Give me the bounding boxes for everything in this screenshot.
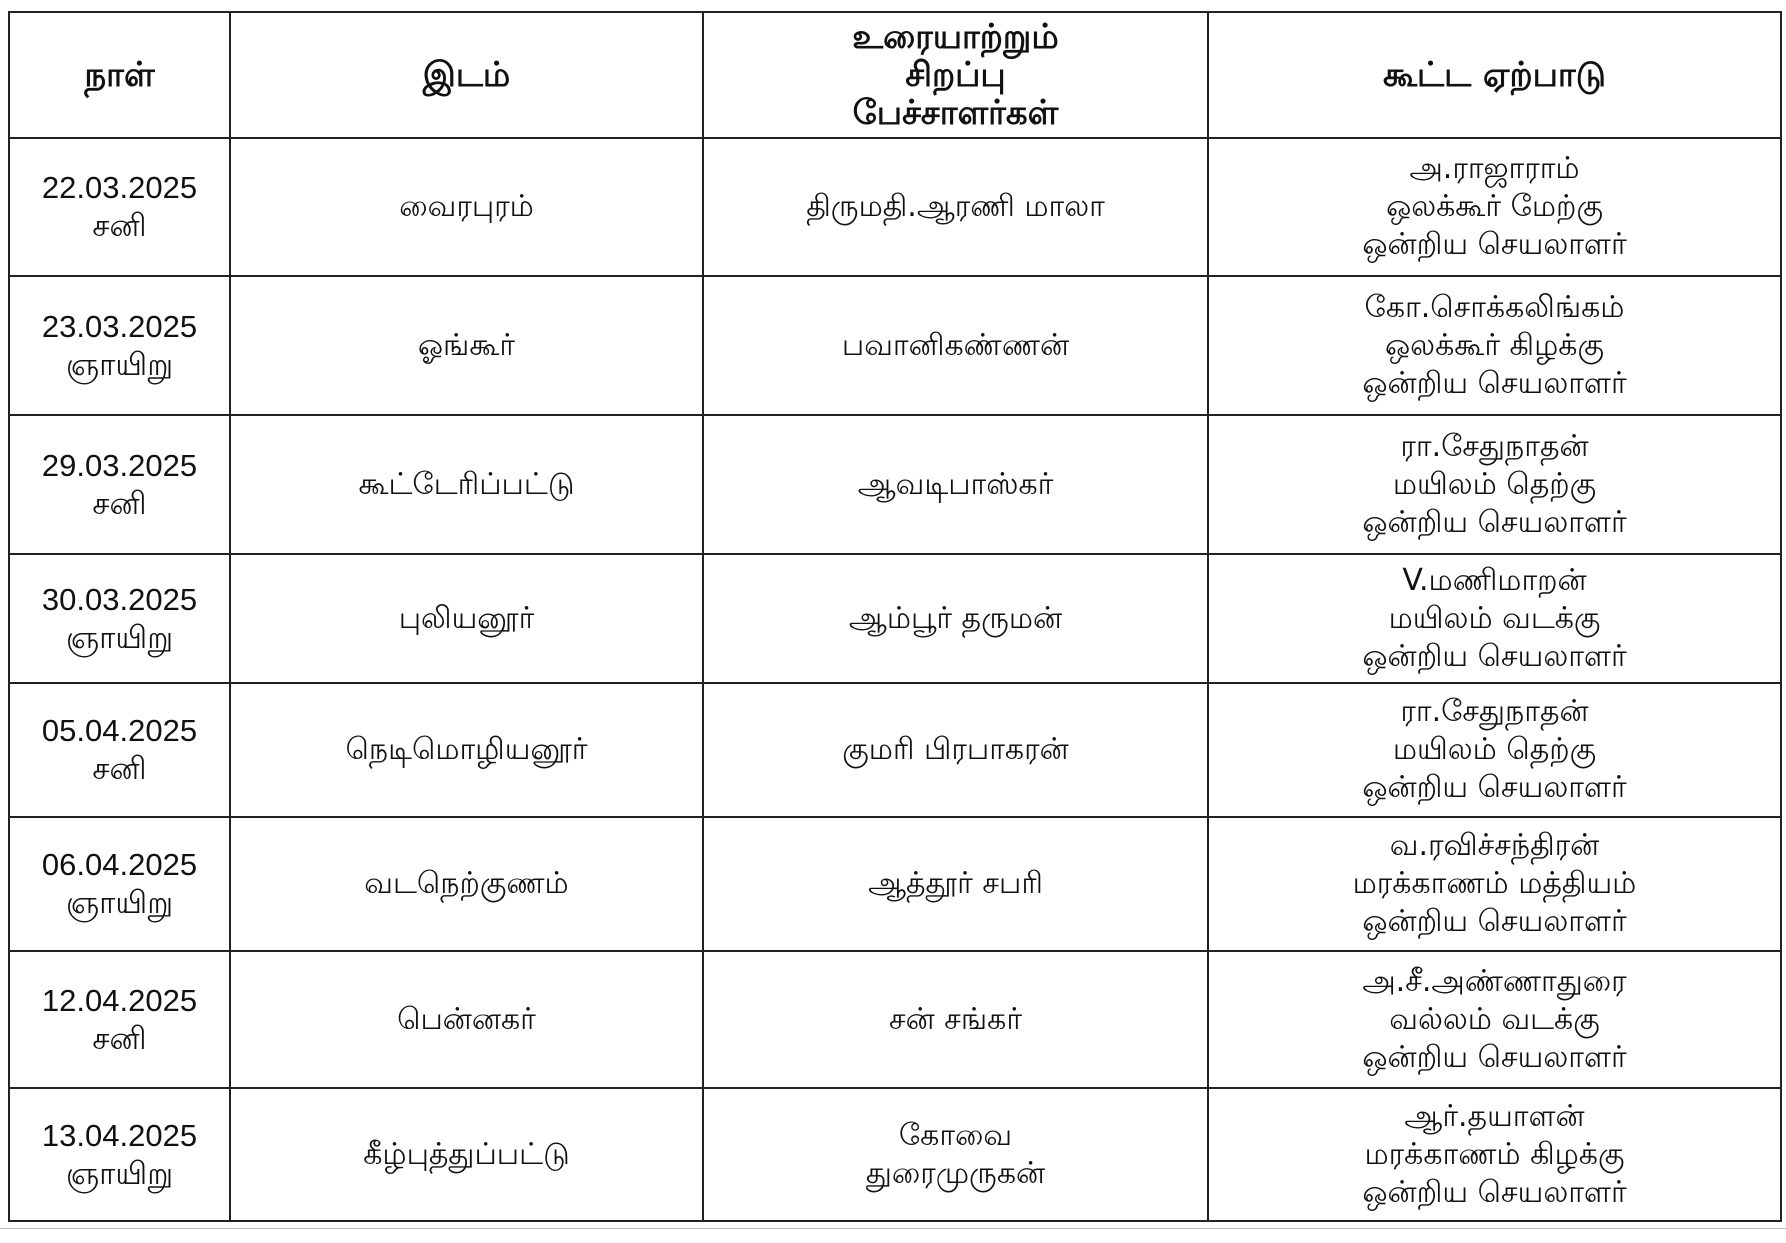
- date-text: 23.03.2025: [41, 308, 198, 344]
- organiser-name: ஆர்.தயாளன்: [1404, 1098, 1585, 1134]
- day-text: சனி: [92, 751, 147, 786]
- organiser-role: ஒன்றிய செயலாளர்: [1362, 1039, 1627, 1075]
- place-cell: பென்னகர்: [230, 951, 703, 1088]
- day-text: ஞாயிறு: [65, 1155, 174, 1191]
- organiser-role: ஒன்றிய செயலாளர்: [1362, 904, 1627, 939]
- speaker-line: பவானிகண்ணன்: [841, 327, 1070, 363]
- day-text: சனி: [92, 485, 147, 521]
- speaker-cell: [703, 817, 1208, 951]
- place-cell: கீழ்புத்துப்பட்டு: [230, 1088, 703, 1221]
- organiser-role: ஒன்றிய செயலாளர்: [1362, 365, 1627, 401]
- organiser-name: அ.ராஜாராம்: [1409, 151, 1580, 186]
- organiser-name: அ.சீ.அண்ணாதுரை: [1362, 963, 1627, 999]
- organiser-role: ஒன்றிய செயலாளர்: [1362, 638, 1627, 674]
- bottom-divider: [0, 1228, 1786, 1243]
- date-text: 05.04.2025: [41, 713, 198, 748]
- day-text: ஞாயிறு: [65, 346, 174, 382]
- speaker-line: கோவை: [898, 1117, 1013, 1153]
- organiser-name: ரா.சேதுநாதன்: [1400, 428, 1589, 464]
- header-organiser: கூட்ட ஏற்பாடு: [1208, 12, 1781, 138]
- header-place: இடம்: [230, 12, 703, 138]
- speaker-cell: [703, 951, 1208, 1088]
- organiser-name: கோ.சொக்கலிங்கம்: [1364, 289, 1625, 325]
- date-cell: [9, 1088, 230, 1221]
- speaker-line: ஆவடிபாஸ்கர்: [857, 466, 1054, 502]
- organiser-area: மரக்காணம் கிழக்கு: [1364, 1136, 1625, 1172]
- organiser-area: மயிலம் தெற்கு: [1392, 466, 1597, 502]
- date-text: 06.04.2025: [41, 847, 198, 882]
- place-cell: நெடிமொழியனூர்: [230, 683, 703, 817]
- organiser-area: மரக்காணம் மத்தியம்: [1352, 866, 1637, 901]
- organiser-area: மயிலம் தெற்கு: [1392, 732, 1597, 767]
- date-text: 12.04.2025: [41, 982, 198, 1018]
- organiser-role: ஒன்றிய செயலாளர்: [1362, 1174, 1627, 1210]
- organiser-area: வல்லம் வடக்கு: [1389, 1001, 1600, 1037]
- date-text: 22.03.2025: [41, 170, 198, 205]
- speaker-cell: [703, 415, 1208, 554]
- organiser-area: மயிலம் வடக்கு: [1388, 600, 1601, 636]
- table-row: [9, 951, 1781, 1088]
- speaker-cell: [703, 683, 1208, 817]
- organiser-cell: [1208, 415, 1781, 554]
- place-cell: ஓங்கூர்: [230, 276, 703, 415]
- date-cell: [9, 554, 230, 683]
- date-cell: [9, 817, 230, 951]
- organiser-cell: [1208, 138, 1781, 276]
- speaker-line: திருமதி.ஆரணி மாலா: [806, 189, 1105, 224]
- day-text: ஞாயிறு: [65, 885, 174, 920]
- header-speakers-line: பேச்சாளர்கள்: [852, 93, 1059, 133]
- date-cell: [9, 951, 230, 1088]
- organiser-area: ஒலக்கூர் மேற்கு: [1386, 189, 1603, 224]
- date-text: 13.04.2025: [41, 1117, 198, 1153]
- day-text: சனி: [92, 208, 147, 243]
- header-speakers: [703, 12, 1208, 138]
- organiser-name: ரா.சேதுநாதன்: [1400, 694, 1589, 729]
- header-row: [9, 12, 1781, 138]
- speaker-cell: [703, 554, 1208, 683]
- date-text: 29.03.2025: [41, 447, 198, 483]
- header-speakers-line: உரையாற்றும்: [852, 17, 1059, 57]
- organiser-cell: [1208, 276, 1781, 415]
- meeting-schedule-table: [8, 11, 1782, 1222]
- organiser-cell: [1208, 817, 1781, 951]
- speaker-line: குமரி பிரபாகரன்: [842, 732, 1069, 767]
- date-cell: [9, 415, 230, 554]
- table-row: [9, 683, 1781, 817]
- organiser-role: ஒன்றிய செயலாளர்: [1362, 504, 1627, 540]
- date-cell: [9, 683, 230, 817]
- speaker-line: ஆம்பூர் தருமன்: [848, 600, 1063, 636]
- speaker-cell: [703, 1088, 1208, 1221]
- date-cell: [9, 276, 230, 415]
- table-row: [9, 817, 1781, 951]
- organiser-cell: [1208, 554, 1781, 683]
- organiser-role: ஒன்றிய செயலாளர்: [1362, 227, 1627, 262]
- speaker-cell: [703, 276, 1208, 415]
- speaker-line: சன் சங்கர்: [889, 1001, 1022, 1037]
- day-text: சனி: [92, 1020, 147, 1056]
- organiser-cell: [1208, 1088, 1781, 1221]
- organiser-area: ஒலக்கூர் கிழக்கு: [1385, 327, 1604, 363]
- speaker-cell: [703, 138, 1208, 276]
- header-date: நாள்: [9, 12, 230, 138]
- speaker-line: துரைமுருகன்: [865, 1155, 1046, 1191]
- table-row: [9, 138, 1781, 276]
- date-text: 30.03.2025: [41, 581, 198, 617]
- speaker-line: ஆத்தூர் சபரி: [868, 866, 1043, 901]
- table-row: [9, 1088, 1781, 1221]
- date-cell: [9, 138, 230, 276]
- day-text: ஞாயிறு: [65, 619, 174, 655]
- table-row: [9, 415, 1781, 554]
- place-cell: வடநெற்குணம்: [230, 817, 703, 951]
- header-speakers-line: சிறப்பு: [905, 55, 1006, 95]
- organiser-name: V.மணிமாறன்: [1402, 562, 1587, 598]
- table-row: [9, 276, 1781, 415]
- organiser-role: ஒன்றிய செயலாளர்: [1362, 770, 1627, 805]
- place-cell: வைரபுரம்: [230, 138, 703, 276]
- organiser-cell: [1208, 683, 1781, 817]
- table-row: [9, 554, 1781, 683]
- organiser-name: வ.ரவிச்சந்திரன்: [1389, 828, 1600, 863]
- place-cell: புலியனூர்: [230, 554, 703, 683]
- organiser-cell: [1208, 951, 1781, 1088]
- place-cell: கூட்டேரிப்பட்டு: [230, 415, 703, 554]
